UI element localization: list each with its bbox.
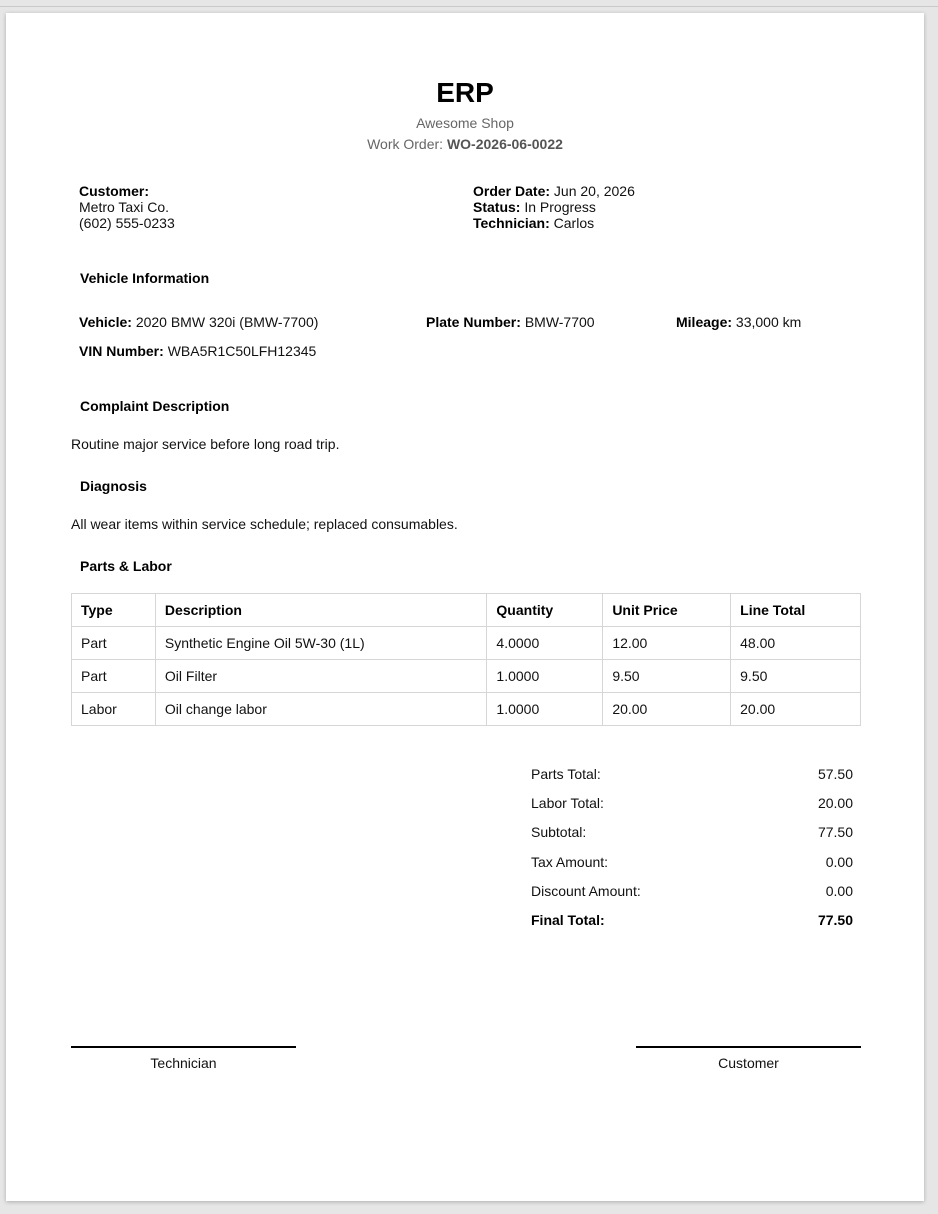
cell-description: Synthetic Engine Oil 5W-30 (1L) — [155, 627, 487, 660]
labor-total-value: 20.00 — [817, 795, 853, 811]
order-block — [473, 183, 635, 231]
complaint-text: Routine major service before long road trip. — [71, 436, 340, 452]
status-row — [473, 199, 635, 215]
status-value: In Progress — [524, 199, 596, 215]
customer-label: Customer: — [79, 183, 150, 199]
mileage-label: Mileage: — [676, 314, 733, 330]
vin-label: VIN Number: — [79, 343, 164, 359]
customer-phone: (602) 555-0233 — [79, 215, 175, 231]
mileage-value: 33,000 km — [735, 314, 802, 330]
cell-line-total: 48.00 — [731, 627, 861, 660]
vehicle-value: 2020 BMW 320i (BMW-7700) — [135, 314, 319, 330]
technician-value: Carlos — [553, 215, 595, 231]
cell-unit-price: 12.00 — [603, 627, 731, 660]
table-header-row — [72, 594, 861, 627]
discount-label: Discount Amount: — [531, 883, 641, 899]
vehicle-row — [79, 314, 318, 330]
cell-line-total: 20.00 — [731, 693, 861, 726]
work-order-line — [6, 136, 924, 152]
cell-unit-price: 20.00 — [603, 693, 731, 726]
shop-name: Awesome Shop — [416, 115, 514, 131]
diagnosis-section-title: Diagnosis — [80, 478, 147, 494]
vin-row — [79, 343, 316, 359]
parts-total-label: Parts Total: — [531, 766, 601, 782]
work-order-label: Work Order: — [367, 136, 444, 152]
complaint-section-title: Complaint Description — [80, 398, 230, 414]
discount-value: 0.00 — [825, 883, 853, 899]
final-total-value: 77.50 — [817, 912, 853, 928]
vin-value: WBA5R1C50LFH12345 — [167, 343, 317, 359]
technician-signature-line — [71, 1046, 296, 1048]
order-date-label: Order Date: — [473, 183, 551, 199]
parts-labor-table — [71, 593, 861, 726]
subtotal-label: Subtotal: — [531, 824, 587, 840]
cell-unit-price: 9.50 — [603, 660, 731, 693]
technician-label: Technician: — [473, 215, 550, 231]
plate-label: Plate Number: — [426, 314, 521, 330]
cell-type: Labor — [72, 693, 156, 726]
table-row — [72, 660, 861, 693]
column-header-description: Description — [155, 594, 487, 627]
cell-type: Part — [72, 627, 156, 660]
vehicle-label: Vehicle: — [79, 314, 132, 330]
table-row — [72, 693, 861, 726]
vehicle-section-title: Vehicle Information — [80, 270, 210, 286]
cell-quantity: 4.0000 — [487, 627, 603, 660]
column-header-unit-price: Unit Price — [603, 594, 731, 627]
plate-row — [426, 314, 595, 330]
customer-signature-line — [636, 1046, 861, 1048]
document-title: ERP — [436, 77, 494, 108]
cell-description: Oil change labor — [155, 693, 487, 726]
cell-type: Part — [72, 660, 156, 693]
parts-total-value: 57.50 — [817, 766, 853, 782]
customer-name: Metro Taxi Co. — [79, 199, 169, 215]
tax-value: 0.00 — [825, 854, 853, 870]
labor-total-label: Labor Total: — [531, 795, 604, 811]
customer-block — [79, 183, 175, 231]
cell-line-total: 9.50 — [731, 660, 861, 693]
tax-label: Tax Amount: — [531, 854, 609, 870]
subtotal-value: 77.50 — [817, 824, 853, 840]
cell-quantity: 1.0000 — [487, 660, 603, 693]
cell-quantity: 1.0000 — [487, 693, 603, 726]
status-label: Status: — [473, 199, 521, 215]
plate-value: BMW-7700 — [524, 314, 595, 330]
table-row — [72, 627, 861, 660]
document-page — [6, 13, 924, 1201]
parts-labor-section-title: Parts & Labor — [80, 558, 172, 574]
technician-signature-label: Technician — [150, 1055, 217, 1071]
top-border — [0, 6, 938, 7]
mileage-row — [676, 314, 801, 330]
column-header-quantity: Quantity — [487, 594, 603, 627]
diagnosis-text: All wear items within service schedule; replaced consumables. — [71, 516, 458, 532]
technician-row — [473, 215, 635, 231]
final-total-label: Final Total: — [531, 912, 605, 928]
order-date-value: Jun 20, 2026 — [553, 183, 635, 199]
order-date-row — [473, 183, 635, 199]
cell-description: Oil Filter — [155, 660, 487, 693]
column-header-line-total: Line Total — [731, 594, 861, 627]
customer-signature-label: Customer — [718, 1055, 779, 1071]
column-header-type: Type — [72, 594, 156, 627]
work-order-number: WO-2026-06-0022 — [446, 136, 563, 152]
